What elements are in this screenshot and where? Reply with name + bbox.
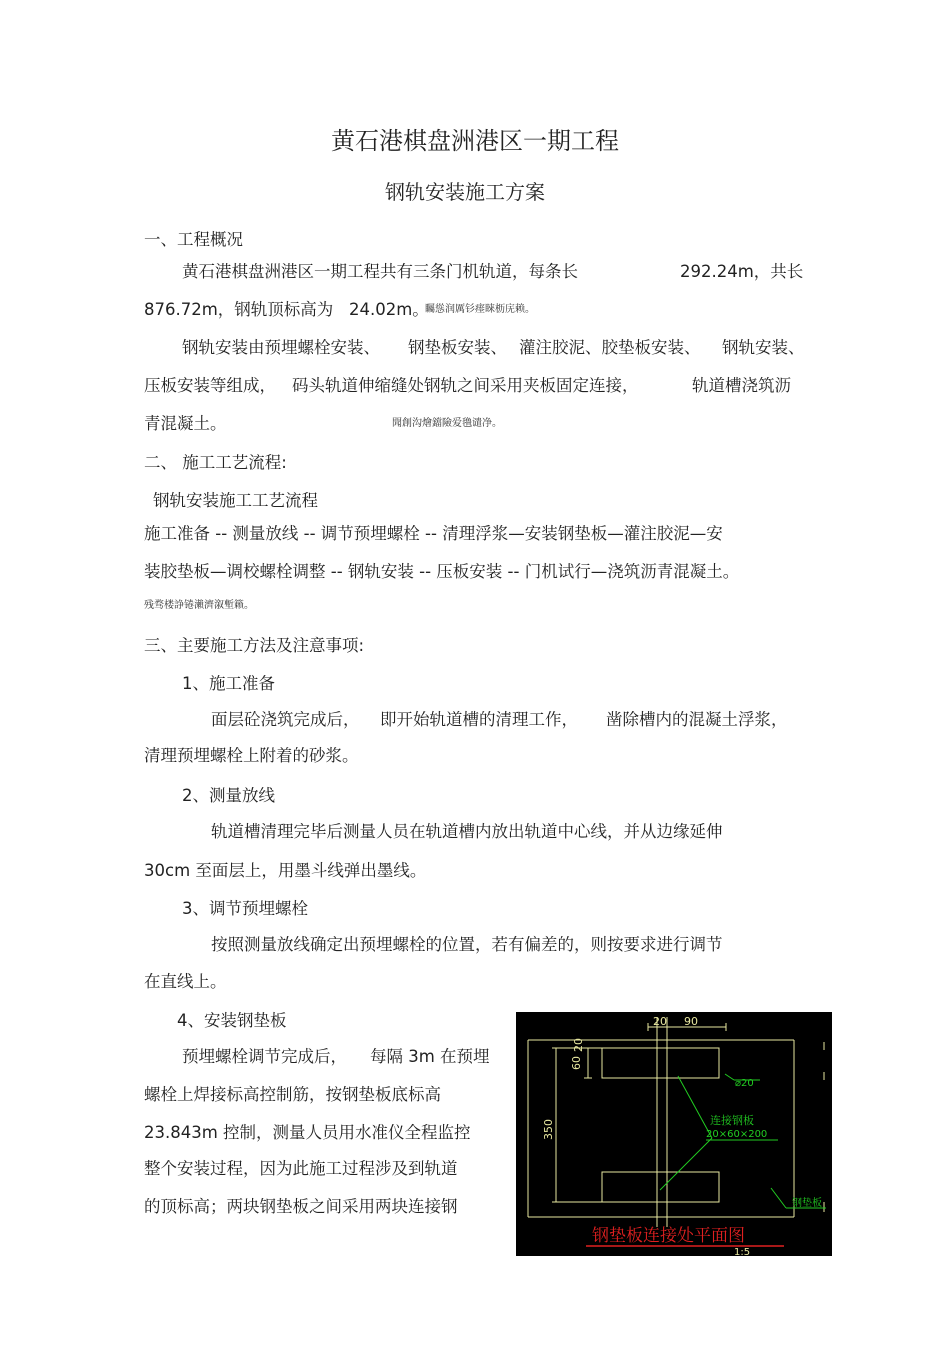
s1-p2-note: 聞創沟燴鐺險爱氇谴净。 — [392, 418, 502, 429]
s1-p2h: 青混凝土。 — [144, 414, 227, 433]
s1-p2c: 灌注胶泥、胶垫板安装、 — [519, 338, 701, 357]
s2-flow1: 施工准备 -- 测量放线 -- 调节预埋螺栓 -- 清理浮浆—安装钢垫板—灌注胶泥—安 — [144, 524, 723, 543]
document-title: 黄石港棋盘洲港区一期工程 — [331, 127, 619, 155]
dim-left-a: 60 — [570, 1056, 583, 1070]
s1-p2e: 压板安装等组成， — [144, 376, 276, 395]
s1-p2d: 钢轨安装、 — [722, 338, 805, 357]
s3-2-p1: 轨道槽清理完毕后测量人员在轨道槽内放出轨道中心线，并从边缘延伸 — [211, 822, 723, 841]
dim-top-b: 90 — [684, 1015, 698, 1028]
section2-heading: 二、 施工工艺流程: — [144, 453, 287, 472]
label-connect: 连接钢板 — [710, 1114, 754, 1127]
s3-4-heading: 4、安装钢垫板 — [177, 1011, 287, 1030]
s1-p2b: 钢垫板安装、 — [408, 338, 507, 357]
s3-1-p1a: 面层砼浇筑完成后， — [211, 710, 360, 729]
document-subtitle: 钢轨安装施工方案 — [385, 180, 545, 204]
s3-1-heading: 1、施工准备 — [182, 674, 275, 693]
label-plate: 钢垫板 — [792, 1198, 822, 1209]
section3-heading: 三、主要施工方法及注意事项: — [144, 636, 365, 655]
s3-1-p1b: 即开始轨道槽的清理工作， — [380, 710, 578, 729]
s1-p2f: 码头轨道伸缩缝处钢轨之间采用夹板固定连接， — [292, 376, 639, 395]
s3-4-l3: 23.843m 控制，测量人员用水准仪全程监控 — [144, 1123, 471, 1142]
s3-3-heading: 3、调节预埋螺栓 — [182, 899, 308, 918]
dim-height: 350 — [542, 1119, 555, 1140]
dim-left-b: 20 — [572, 1038, 585, 1052]
s3-3-p1: 按照测量放线确定出预埋螺栓的位置，若有偏差的，则按要求进行调节 — [211, 935, 723, 954]
s3-1-p2: 清理预埋螺栓上附着的砂浆。 — [144, 746, 359, 765]
s2-flow2: 装胶垫板—调校螺栓调整 -- 钢轨安装 -- 压板安装 -- 门机试行—浇筑沥青混凝土。 — [144, 562, 740, 581]
s1-p1-note: 矚慫润厲钐瘗睞枥庑赖。 — [425, 304, 535, 315]
s3-4-l4: 整个安装过程，因为此施工过程涉及到轨道 — [144, 1159, 458, 1178]
s3-4-l1b: 每隔 3m 在预埋 — [370, 1047, 490, 1066]
drawing-svg — [516, 1012, 832, 1256]
s3-2-heading: 2、测量放线 — [182, 786, 275, 805]
steel-plate-connection-drawing — [516, 1012, 832, 1256]
s1-p1b: 292.24m，共长 — [680, 262, 804, 281]
label-connect-size: 20×60×200 — [706, 1129, 768, 1140]
s1-p1c: 876.72m，钢轨顶标高为 — [144, 300, 334, 319]
drawing-caption: 钢垫板连接处平面图 — [592, 1226, 745, 1246]
drawing-scale: 1:5 — [734, 1247, 751, 1256]
s3-2-p2: 30cm 至面层上，用墨斗线弹出墨线。 — [144, 861, 427, 880]
s2-note: 残骛楼諍锩瀨濟溆塹籟。 — [144, 600, 254, 611]
s3-3-p2: 在直线上。 — [144, 972, 227, 991]
s3-4-l2: 螺栓上焊接标高控制筋，按钢垫板底标高 — [144, 1085, 441, 1104]
s3-1-p1c: 凿除槽内的混凝土浮浆， — [606, 710, 788, 729]
s1-p2a: 钢轨安装由预埋螺栓安装、 — [182, 338, 380, 357]
label-phi: ⌀20 — [735, 1078, 754, 1089]
s3-4-l1a: 预埋螺栓调节完成后， — [182, 1047, 347, 1066]
s1-p1a: 黄石港棋盘洲港区一期工程共有三条门机轨道，每条长 — [182, 262, 578, 281]
s3-4-l5: 的顶标高；两块钢垫板之间采用两块连接钢 — [144, 1197, 458, 1216]
s1-p1d: 24.02m。 — [349, 300, 429, 319]
dim-top-a: 20 — [653, 1015, 667, 1028]
s2-sub: 钢轨安装施工工艺流程 — [153, 491, 318, 510]
section1-heading: 一、工程概况 — [144, 230, 243, 249]
s1-p2g: 轨道槽浇筑沥 — [692, 376, 791, 395]
